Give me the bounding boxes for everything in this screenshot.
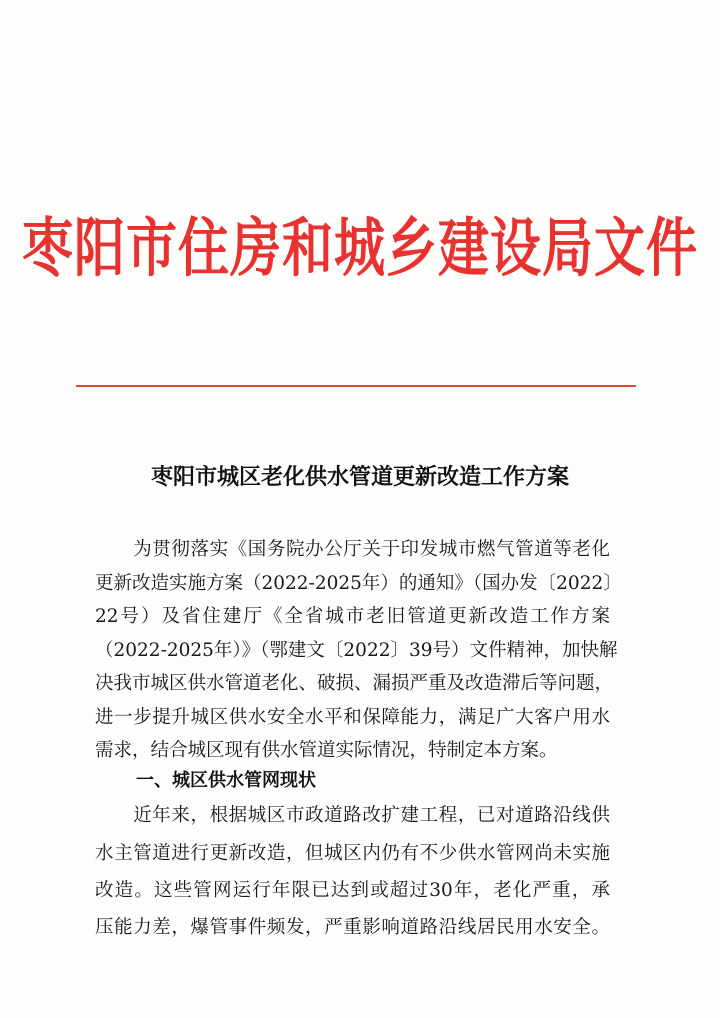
- section-line: 近年来，根据城区市政道路改扩建工程，已对道路沿线供: [95, 805, 610, 826]
- intro-line-last: 需求，结合城区现有供水管道实际情况，特制定本方案。: [95, 740, 558, 761]
- red-divider-line: [76, 385, 636, 387]
- intro-line: 进一步提升城区供水安全水平和保障能力，满足广大客户用水: [95, 707, 610, 728]
- section-line: 改造。这些管网运行年限已达到或超过30年，老化严重，承: [95, 880, 610, 901]
- intro-line: 为贯彻落实《国务院办公厅关于印发城市燃气管道等老化: [95, 539, 610, 560]
- intro-line: 22号）及省住建厅《全省城市老旧管道更新改造工作方案: [95, 606, 610, 627]
- intro-line: （2022-2025年）》（鄂建文〔2022〕39号）文件精神，加快解: [95, 640, 618, 661]
- section-heading: 一、城区供水管网现状: [136, 770, 316, 791]
- document-title: 枣阳市城区老化供水管道更新改造工作方案: [150, 464, 569, 490]
- issuer-header: 枣阳市住房和城乡建设局文件: [21, 211, 698, 286]
- section-line: 压能力差，爆管事件频发，严重影响道路沿线居民用水安全。: [95, 917, 610, 938]
- intro-line: 更新改造实施方案（2022-2025年）的通知》（国办发〔2022〕: [95, 573, 622, 594]
- intro-line: 决我市城区供水管道老化、破损、漏损严重及改造滞后等问题，: [95, 673, 614, 694]
- section-line: 水主管道进行更新改造，但城区内仍有不少供水管网尚未实施: [95, 843, 610, 864]
